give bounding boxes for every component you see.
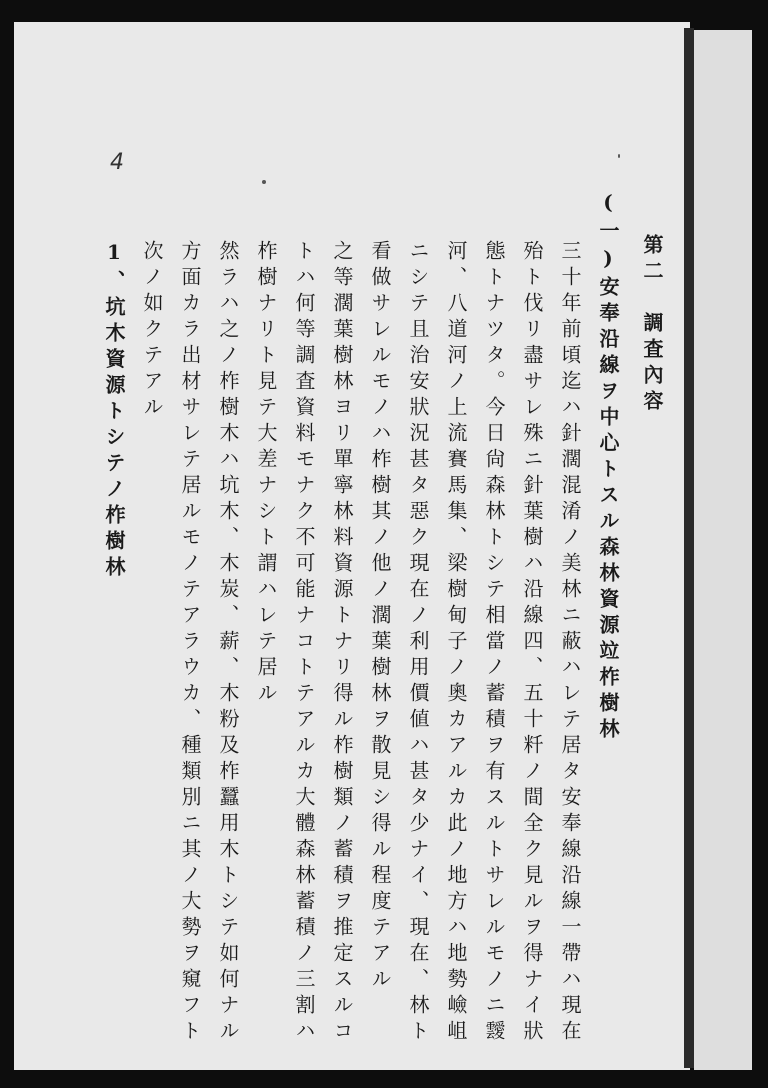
- body-column: 之等濶葉樹林ヨリ單寧林料資源トナリ得ル柞樹類ノ蓄積ヲ推定スルコ: [330, 240, 354, 1046]
- ink-speck: [262, 180, 266, 184]
- body-column: 方面カラ出材サレテ居ルモノテアラウカ、種類別ニ其ノ大勢ヲ窺フト: [178, 240, 202, 1046]
- subsection-title: 1、坑木資源トシテノ柞樹林: [102, 240, 126, 582]
- body-column: 柞樹ナリト見テ大差ナシト謂ハレテ居ル: [254, 240, 278, 708]
- book-spine: [684, 28, 694, 1068]
- body-column: トハ何等調査資料モナク不可能ナコトテアルカ大體森林蓄積ノ三割ハ: [292, 240, 316, 1046]
- body-column: 次ノ如クテアル: [140, 240, 164, 422]
- body-column: 然ラハ之ノ柞樹木ハ坑木、木炭、薪、木粉及柞蠶用木トシテ如何ナル: [216, 240, 240, 1046]
- ink-speck: [618, 154, 620, 158]
- heading: 第二 調査內容: [640, 234, 664, 416]
- body-column: 三十年前頃迄ハ針濶混淆ノ美林ニ蔽ハレテ居タ安奉線沿線一帶ハ現在: [558, 240, 582, 1046]
- section-title: (一)安奉沿線ヲ中心トスル森林資源竝柞樹林: [596, 190, 620, 744]
- page-number: 4: [110, 150, 124, 175]
- body-column: 態トナツタ。今日尙森林トシテ相當ノ蓄積ヲ有スルトサレルモノニ靉: [482, 240, 506, 1046]
- body-column: 河、八道河ノ上流賽馬集、梁樹甸子ノ奧カアルカ此ノ地方ハ地勢嶮岨: [444, 240, 468, 1046]
- body-column: 殆ト伐リ盡サレ殊ニ針葉樹ハ沿線四、五十粁ノ間全ク見ルヲ得ナイ狀: [520, 240, 544, 1046]
- document-page: [14, 22, 690, 1070]
- body-column: ニシテ且治安狀況甚タ惡ク現在ノ利用價値ハ甚タ少ナイ、現在、林ト: [406, 240, 430, 1046]
- adjacent-page-edge: [694, 30, 752, 1070]
- body-column: 看做サレルモノハ柞樹其ノ他ノ濶葉樹林ヲ散見シ得ル程度テアル: [368, 240, 392, 994]
